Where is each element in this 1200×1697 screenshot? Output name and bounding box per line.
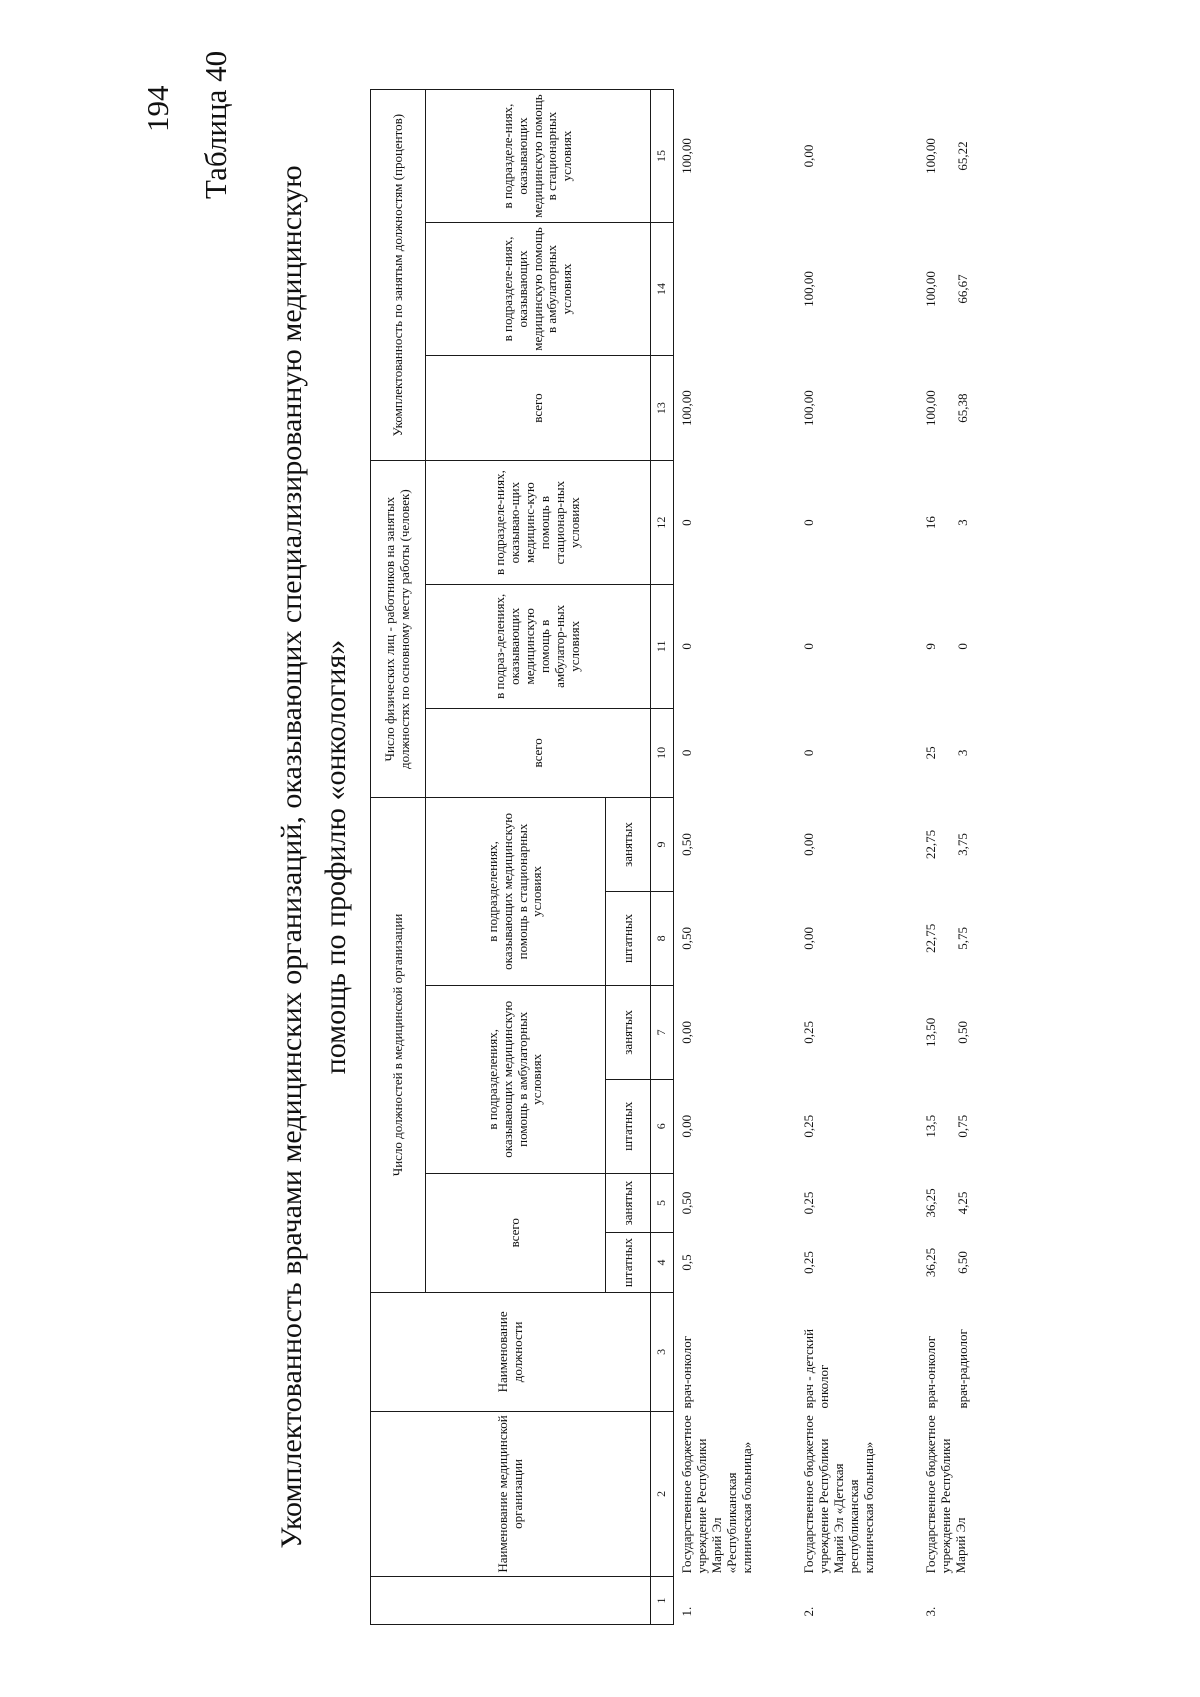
header-total-staff: штатных xyxy=(606,1233,651,1293)
value-cell: 4,25 xyxy=(955,1191,970,1215)
header-position-name: Наименование должности xyxy=(371,1292,651,1411)
value-cell: 0 xyxy=(801,519,816,526)
value-cell: 22,75 xyxy=(923,923,938,954)
value-cell: 25 xyxy=(923,746,938,760)
header-total-occupied: занятых xyxy=(606,1173,651,1233)
table-body xyxy=(674,90,999,1625)
position-name: врач - детский онколог xyxy=(801,1328,831,1409)
value-cell: 0,50 xyxy=(679,833,694,856)
header-org-name: Наименование медицинской организации xyxy=(371,1411,651,1576)
header-inpatient-occupied: занятых xyxy=(606,798,651,892)
column-number: 13 xyxy=(651,355,674,460)
value-cell: 0,25 xyxy=(801,1020,816,1044)
value-cell: 0,00 xyxy=(801,144,816,168)
column-number: 12 xyxy=(651,461,674,585)
table-row xyxy=(918,90,954,1625)
org-name: Государственное бюджетное учреждение Республики Марий Эл «Детская республиканская клиническая больница» xyxy=(801,1415,876,1574)
header-positions-group: Число должностей в медицинской организации xyxy=(371,798,426,1293)
value-cell: 100,00 xyxy=(679,138,694,174)
value-cell: 0 xyxy=(679,749,694,757)
title-line-1: Укомплектованность врачами медицинских организаций, оказывающих специализированную медицинскую xyxy=(275,165,308,1549)
column-number: 5 xyxy=(651,1173,674,1233)
header-staffing-inpatient: в подразделе-ниях, оказывающих медицинскую помощь в стационарных условиях xyxy=(426,90,651,223)
value-cell: 3 xyxy=(955,519,970,526)
position-name: врач-онколог xyxy=(679,1335,694,1409)
column-number: 3 xyxy=(651,1292,674,1411)
value-cell: 9 xyxy=(923,643,938,650)
value-cell: 0,00 xyxy=(679,1114,694,1138)
title-line-2: помощь по профилю «онкология» xyxy=(319,639,352,1075)
column-number: 9 xyxy=(651,798,674,892)
value-cell: 0 xyxy=(801,643,816,650)
position-name: врач-радиолог xyxy=(955,1329,970,1409)
row-number: 1. xyxy=(679,1606,694,1617)
header-staffing-group: Укомплектованность по занятым должностям (процентов) xyxy=(371,90,426,461)
header-staffing-outpatient: в подразделе-ниях, оказывающих медицинскую помощь в амбулаторных условиях xyxy=(426,223,651,356)
value-cell: 0,25 xyxy=(801,1251,816,1274)
column-number: 4 xyxy=(651,1233,674,1293)
header-persons-total: всего xyxy=(426,708,651,797)
value-cell: 5,75 xyxy=(955,927,970,950)
header-persons-outpatient: в подраз-делениях, оказывающих медицинскую помощь в амбулатор-ных условиях xyxy=(426,584,651,708)
value-cell: 0,75 xyxy=(955,1114,970,1138)
value-cell: 0,5 xyxy=(679,1254,694,1271)
value-cell: 100,00 xyxy=(801,390,816,426)
value-cell: 0,00 xyxy=(801,927,816,950)
value-cell: 3 xyxy=(955,749,970,757)
header-outpatient-staff: штатных xyxy=(606,1079,651,1173)
value-cell: 65,22 xyxy=(955,141,970,171)
value-cell: 0,00 xyxy=(679,1020,694,1044)
column-number: 11 xyxy=(651,584,674,708)
value-cell: 0,50 xyxy=(679,927,694,950)
value-cell: 36,25 xyxy=(923,1247,938,1278)
value-cell: 0,50 xyxy=(955,1020,970,1044)
table-row xyxy=(796,90,918,1625)
table-label: Таблица 40 xyxy=(198,50,233,199)
value-cell: 66,67 xyxy=(955,274,970,304)
column-number: 15 xyxy=(651,90,674,223)
header-persons-inpatient: в подразделе-ниях, оказываю-щих медицинс-кую помощь в стационар-ных условиях xyxy=(426,461,651,585)
org-name: Государственное бюджетное учреждение Республики Марий Эл xyxy=(923,1415,968,1574)
table-header xyxy=(371,90,674,1625)
column-number: 10 xyxy=(651,708,674,797)
column-number: 14 xyxy=(651,223,674,356)
table-row xyxy=(674,90,797,1625)
value-cell: 13,50 xyxy=(923,1017,938,1047)
value-cell: 100,00 xyxy=(801,271,816,307)
value-cell: 0 xyxy=(679,519,694,526)
value-cell: 16 xyxy=(923,516,938,530)
header-outpatient-occupied: занятых xyxy=(606,985,651,1079)
table-row xyxy=(954,90,998,1625)
value-cell: 13,5 xyxy=(923,1114,938,1138)
value-cell: 22,75 xyxy=(923,829,938,860)
header-inpatient-staff: штатных xyxy=(606,891,651,985)
value-cell: 100,00 xyxy=(923,271,938,307)
header-positions-total: всего xyxy=(426,1173,606,1292)
value-cell: 3,75 xyxy=(955,833,970,856)
value-cell: 65,38 xyxy=(955,393,970,423)
position-name: врач-онколог xyxy=(923,1335,938,1409)
column-number: 6 xyxy=(651,1079,674,1173)
value-cell: 0,50 xyxy=(679,1191,694,1215)
column-number: 8 xyxy=(651,891,674,985)
header-positions-outpatient: в подразделениях, оказывающих медицинскую помощь в амбулаторных условиях xyxy=(426,985,606,1173)
column-numbers-row xyxy=(651,90,674,1625)
row-number: 3. xyxy=(923,1606,938,1617)
value-cell: 100,00 xyxy=(923,138,938,174)
org-name: Государственное бюджетное учреждение Республики Марий Эл «Республиканская клиническая больница» xyxy=(679,1415,754,1574)
row-number: 2. xyxy=(801,1606,816,1617)
header-persons-group: Число физических лиц - работников на занятых должностях по основному месту работы (человек) xyxy=(371,461,426,798)
value-cell: 6,50 xyxy=(955,1251,970,1274)
value-cell: 36,25 xyxy=(923,1188,938,1218)
value-cell: 0,00 xyxy=(801,833,816,856)
value-cell: 100,00 xyxy=(679,390,694,426)
staffing-table xyxy=(370,89,998,1625)
value-cell: 0,25 xyxy=(801,1191,816,1215)
column-number: 1 xyxy=(651,1576,674,1624)
header-staffing-total: всего xyxy=(426,355,651,460)
header-num-blank xyxy=(371,1576,651,1624)
value-cell xyxy=(674,223,797,356)
page-title xyxy=(270,117,358,1597)
value-cell: 0 xyxy=(679,643,694,650)
value-cell: 100,00 xyxy=(923,390,938,426)
page-number: 194 xyxy=(140,85,175,132)
value-cell: 0 xyxy=(955,643,970,650)
value-cell: 0 xyxy=(801,749,816,757)
column-number: 7 xyxy=(651,985,674,1079)
column-number: 2 xyxy=(651,1411,674,1576)
header-positions-inpatient: в подразделениях, оказывающих медицинскую помощь в стационарных условиях xyxy=(426,798,606,986)
value-cell: 0,25 xyxy=(801,1114,816,1138)
